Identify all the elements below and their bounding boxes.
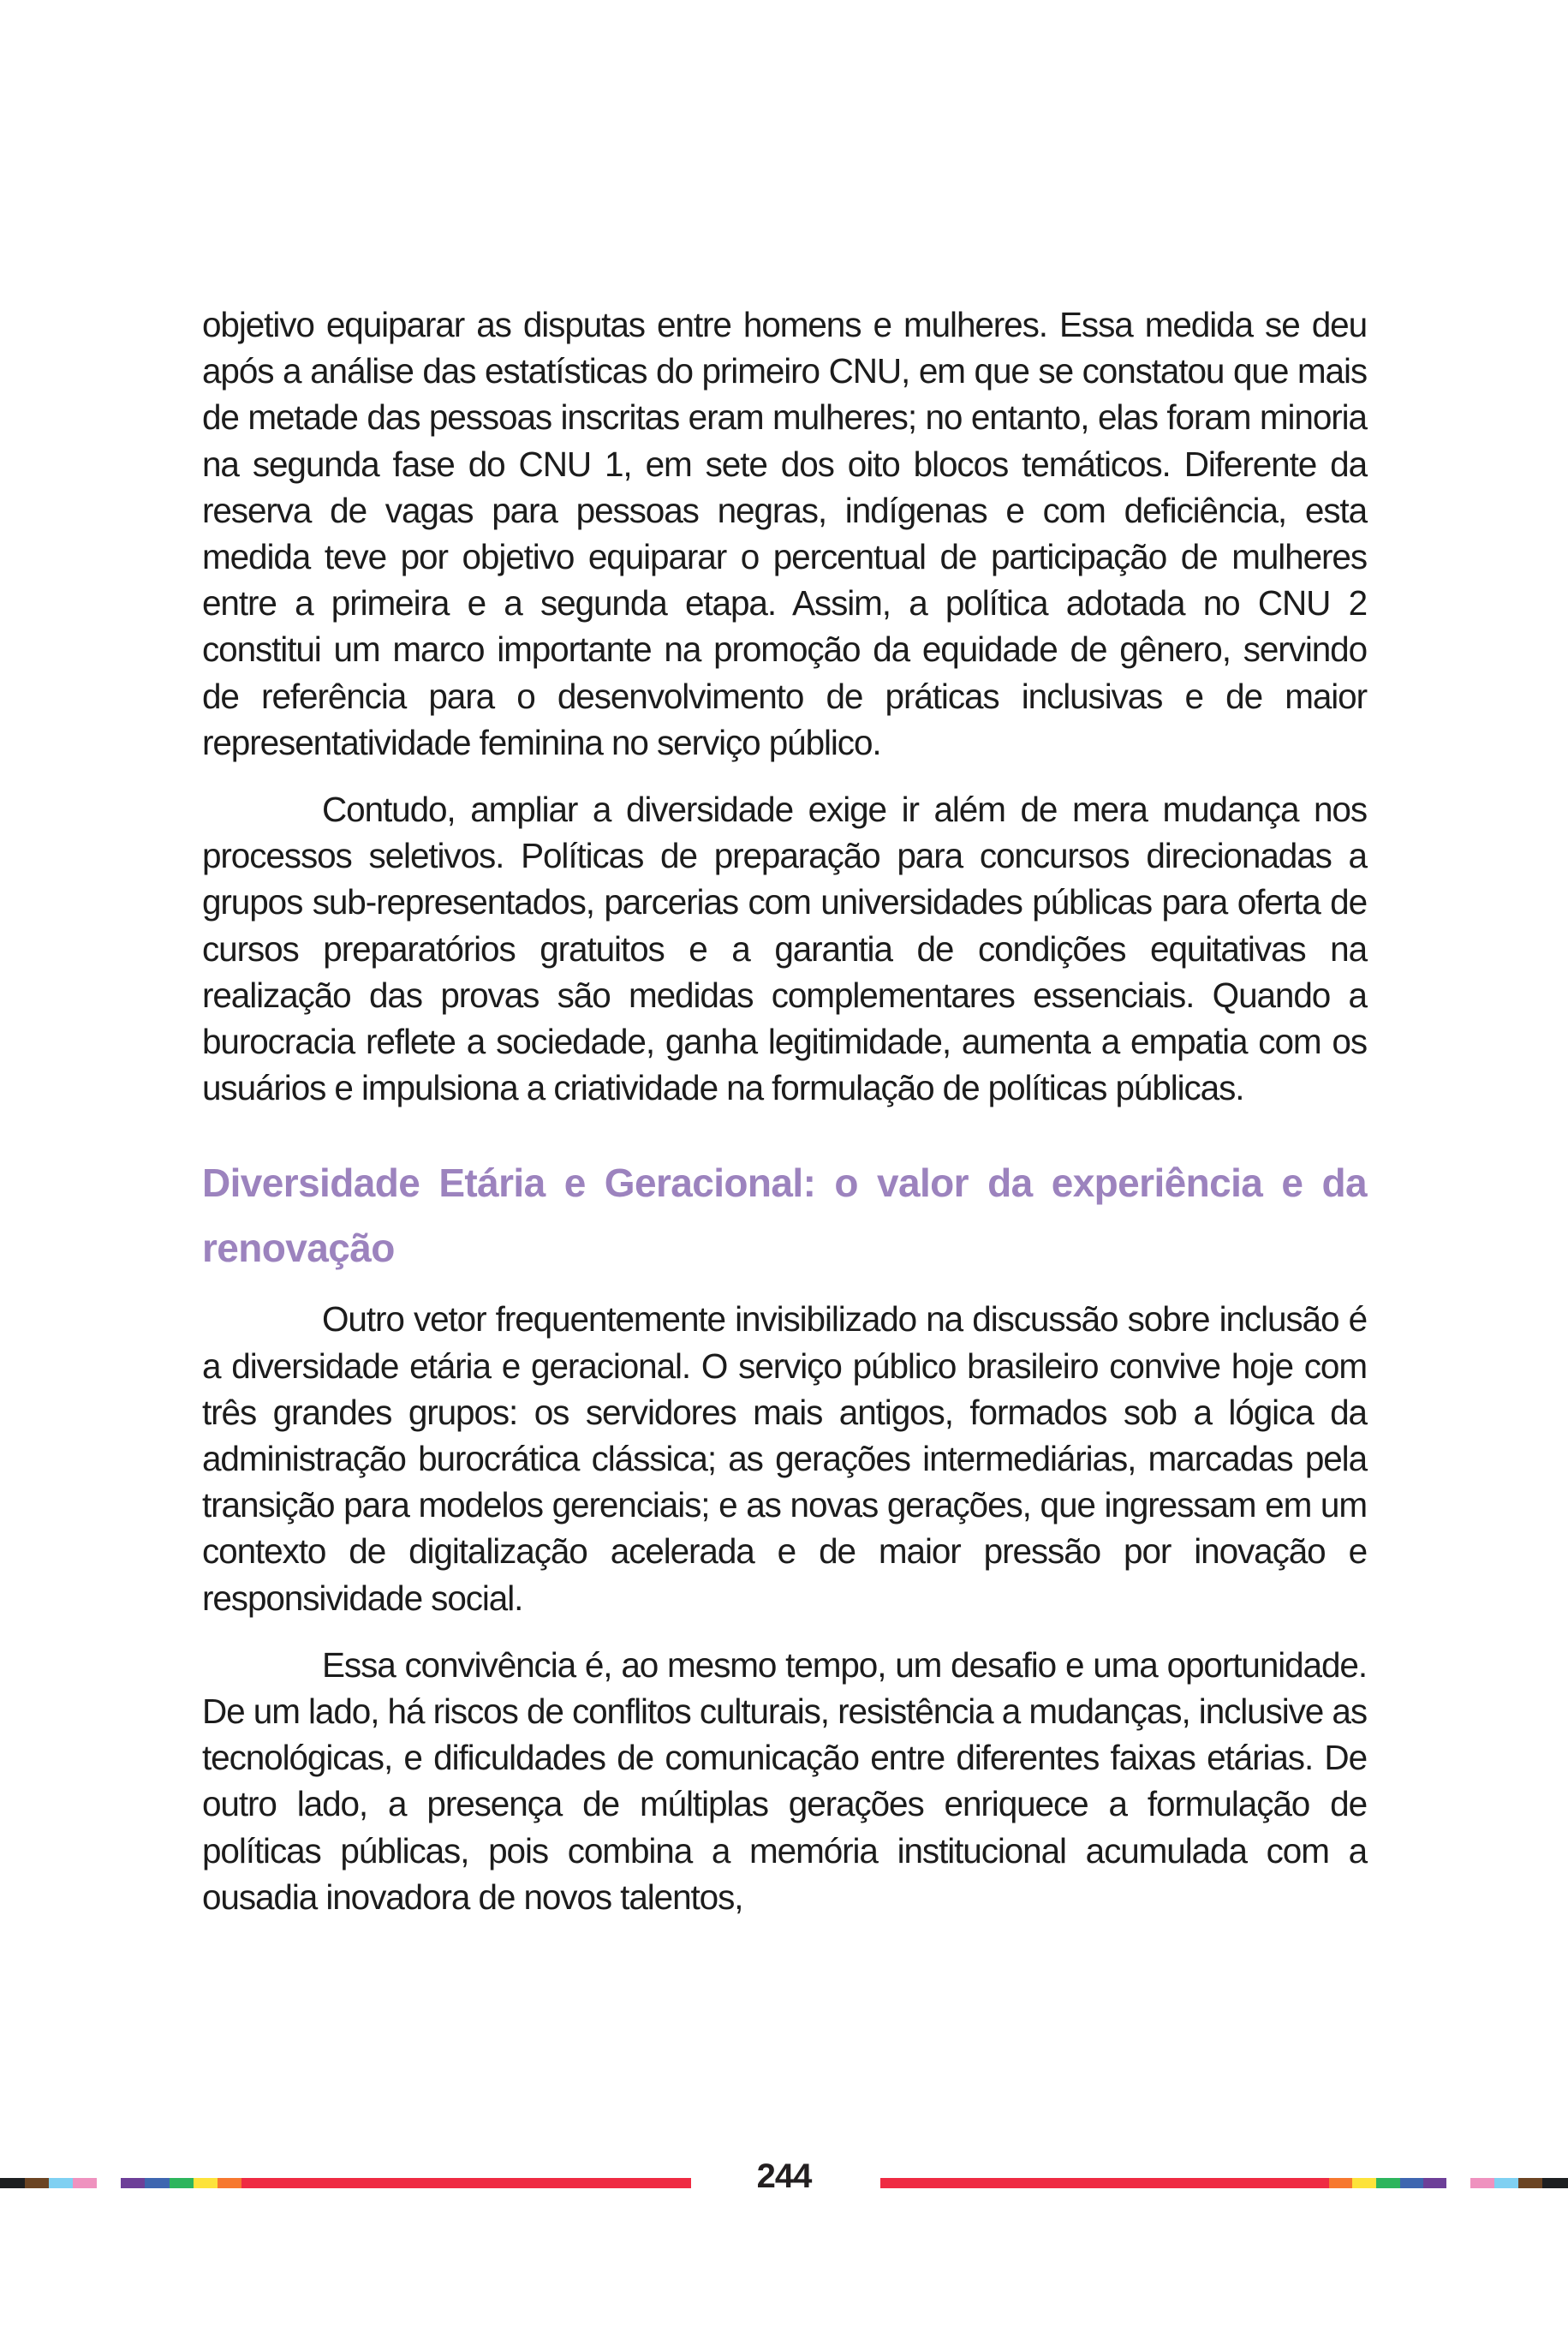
spacer [202, 1111, 1367, 1150]
spacer [202, 1280, 1367, 1296]
body-paragraph-3: Outro vetor frequentemente invisibilizado na discussão sobre inclusão é a diversidade etária e geracional. O serviço público brasileiro convive hoje com três grandes grupos: os servidores mais antigos, formados sob a lógica da administração burocrática clássica; as gerações intermediárias, marcadas pela transição para modelos gerenciais; e as novas gerações, que ingressam em um contexto de digitalização acelerada e de maior pressão por inovação e responsividade social. [202, 1299, 1367, 1618]
page-body [202, 301, 1367, 1920]
body-paragraph-1: objetivo equiparar as disputas entre homens e mulheres. Essa medida se deu após a análise das estatísticas do primeiro CNU, em que se constatou que mais de metade das pessoas inscritas eram mulheres; no entanto, elas foram minoria na segunda fase do CNU 1, em sete dos oito blocos temáticos. Diferente da reserva de vagas para pessoas negras, indígenas e com deficiência, esta medida teve por objetivo equiparar o percentual de participação de mulheres entre a primeira e a segunda etapa. Assim, a política adotada no CNU 2 constitui um marco importante na promoção da equidade de gênero, servindo de referência para o desenvolvimento de práticas inclusivas e de maior representatividade feminina no serviço público. [202, 305, 1367, 762]
page-number: 244 [756, 2157, 812, 2195]
spacer [202, 766, 1367, 786]
body-paragraph-2: Contudo, ampliar a diversidade exige ir além de mera mudança nos processos seletivos. Políticas de preparação para concursos direcionadas a grupos sub-representados, parcerias com universidades públicas para oferta de cursos preparatórios gratuitos e a garantia de condições equitativas na realização das provas são medidas complementares essenciais. Quando a burocracia reflete a sociedade, ganha legitimidade, aumenta a empatia com os usuários e impulsiona a criatividade na formulação de políticas públicas. [202, 790, 1367, 1108]
body-paragraph-4: Essa convivência é, ao mesmo tempo, um desafio e uma oportunidade. De um lado, há riscos de conflitos culturais, resistência a mudanças, inclusive as tecnológicas, e dificuldades de comunicação entre diferentes faixas etárias. De outro lado, a presença de múltiplas gerações enriquece a formulação de políticas públicas, pois combina a memória institucional acumulada com a ousadia inovadora de novos talentos, [202, 1644, 1367, 1917]
section-heading: Diversidade Etária e Geracional: o valor da experiência e da renovação [202, 1161, 1367, 1271]
spacer [202, 1621, 1367, 1642]
